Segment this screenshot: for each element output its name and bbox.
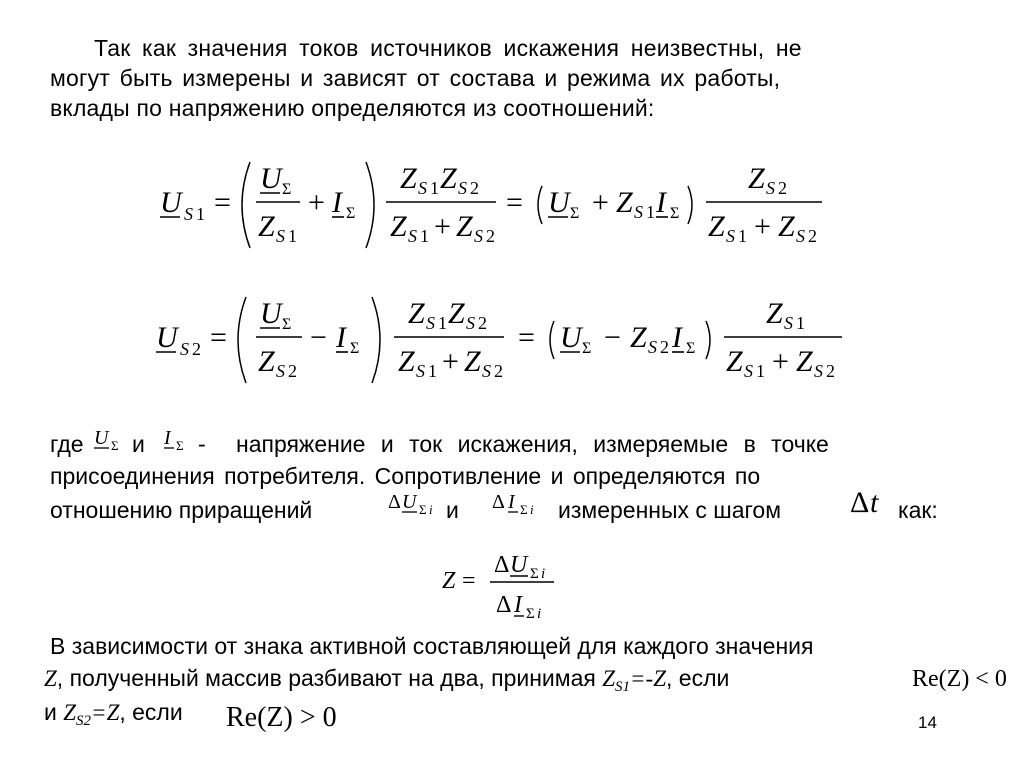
intro-line-3: вклады по напряжению определяются из соотношений: — [50, 95, 655, 121]
svg-text:Σ: Σ — [350, 340, 360, 357]
svg-text:+: + — [754, 210, 771, 243]
z-variable: Z — [44, 666, 57, 691]
delta-u-symbol — [386, 488, 446, 522]
svg-text:+: + — [308, 186, 325, 219]
explain-dash: - — [198, 431, 206, 457]
svg-text:Z: Z — [448, 297, 465, 330]
svg-text:S: S — [180, 339, 189, 359]
svg-text:S: S — [408, 226, 417, 246]
svg-text:Σ: Σ — [419, 502, 427, 517]
svg-text:Δ: Δ — [388, 491, 401, 513]
intro-line-1: Так как значения токов источников искажения неизвестны, не — [94, 35, 802, 61]
svg-text:1: 1 — [420, 226, 429, 246]
svg-text:Σ: Σ — [282, 316, 292, 333]
intro-paragraph — [50, 33, 970, 123]
svg-text:S: S — [814, 361, 823, 381]
svg-text:1: 1 — [196, 204, 205, 224]
svg-text:I: I — [656, 186, 666, 219]
svg-text:Z: Z — [778, 210, 795, 243]
conclusion-if-2: , если — [119, 699, 183, 725]
svg-text:=: = — [506, 186, 523, 219]
svg-text:Z: Z — [258, 210, 275, 243]
svg-text:Σ: Σ — [520, 502, 528, 517]
svg-text:Z: Z — [464, 345, 481, 378]
svg-text:S: S — [276, 361, 285, 381]
svg-text:Z: Z — [748, 162, 765, 195]
svg-text:Z: Z — [442, 568, 456, 594]
svg-text:U: U — [560, 321, 582, 354]
svg-text:Δ: Δ — [492, 491, 505, 513]
svg-text:S: S — [744, 361, 753, 381]
zs2-equation: =Z — [91, 700, 120, 725]
svg-text:i: i — [537, 606, 542, 622]
page-number: 14 — [918, 713, 937, 732]
svg-text:Z: Z — [726, 345, 743, 378]
zs1-subscript: S1 — [615, 679, 631, 695]
svg-text:U: U — [548, 186, 570, 219]
svg-text:Z: Z — [796, 345, 813, 378]
svg-text:Z: Z — [766, 297, 783, 330]
svg-text:U: U — [160, 186, 182, 219]
svg-text:Z: Z — [630, 321, 647, 354]
svg-text:Σ: Σ — [582, 340, 592, 357]
svg-text:Σ: Σ — [111, 438, 119, 453]
delta-i-symbol — [490, 488, 546, 522]
svg-text:I: I — [336, 321, 346, 354]
condition-re-positive: Re(Z) > 0 — [226, 702, 337, 733]
svg-text:S: S — [426, 313, 435, 333]
svg-text:S: S — [416, 361, 425, 381]
explain-and-1: и — [132, 431, 145, 457]
zs2-subscript: S2 — [76, 713, 92, 729]
zs1-equation: =-Z — [630, 666, 667, 691]
conclusion-line-1: В зависимости от знака активной составляющей для каждого значения — [50, 633, 814, 659]
svg-text:S: S — [796, 226, 805, 246]
svg-text:−: − — [310, 321, 327, 354]
conclusion-line-2-text: , полученный массив разбивают на два, принимая — [56, 665, 596, 691]
svg-text:I: I — [332, 186, 342, 219]
svg-text:Σ: Σ — [686, 340, 696, 357]
svg-text:i: i — [541, 566, 546, 582]
svg-text:i: i — [429, 502, 433, 517]
svg-text:Δ: Δ — [850, 486, 870, 519]
svg-text:1: 1 — [796, 313, 805, 333]
svg-text:Z: Z — [400, 162, 417, 195]
svg-text:Σ: Σ — [176, 438, 184, 453]
svg-text:I: I — [508, 491, 515, 513]
svg-text:I: I — [672, 321, 682, 354]
svg-text:S: S — [726, 226, 735, 246]
svg-text:S: S — [634, 202, 643, 222]
explain-line-1-rest: напряжение и ток искажения, измеряемые в точке — [236, 431, 829, 457]
explain-line-3b: измеренных с шагом — [558, 497, 782, 523]
svg-text:+: + — [442, 345, 459, 378]
conclusion-line-3 — [44, 699, 183, 730]
svg-text:Z: Z — [390, 210, 407, 243]
svg-text:U: U — [260, 297, 282, 330]
svg-text:Δ: Δ — [496, 592, 512, 618]
intro-line-2: могут быть измерены и зависят от состава и режима их работы, — [50, 65, 781, 91]
svg-text:Z: Z — [456, 210, 473, 243]
svg-text:Σ: Σ — [670, 205, 680, 222]
i-sigma-symbol — [160, 424, 196, 454]
svg-text:Z: Z — [258, 345, 275, 378]
svg-text:I: I — [514, 592, 522, 618]
svg-text:2: 2 — [478, 313, 487, 333]
svg-text:t: t — [870, 486, 879, 519]
svg-text:2: 2 — [288, 361, 297, 381]
svg-text:U: U — [260, 162, 282, 195]
svg-text:S: S — [458, 178, 467, 198]
svg-text:S: S — [482, 361, 491, 381]
svg-text:+: + — [434, 210, 451, 243]
svg-text:S: S — [184, 204, 193, 224]
svg-text:Z: Z — [398, 345, 415, 378]
zs1-variable: Z — [602, 666, 616, 691]
svg-text:Σ: Σ — [526, 606, 535, 622]
svg-text:S: S — [784, 313, 793, 333]
svg-text:Z: Z — [708, 210, 725, 243]
svg-text:=: = — [210, 321, 227, 354]
formula-us1 — [150, 150, 840, 260]
svg-text:1: 1 — [428, 361, 437, 381]
svg-text:Σ: Σ — [282, 181, 292, 198]
svg-text:Z: Z — [440, 162, 457, 195]
conclusion-if-1: , если — [666, 665, 730, 691]
svg-text:i: i — [530, 502, 534, 517]
svg-text:2: 2 — [808, 226, 817, 246]
svg-text:2: 2 — [192, 339, 201, 359]
svg-text:U: U — [94, 427, 109, 449]
u-sigma-symbol — [92, 424, 136, 454]
explain-line-2: присоединения потребителя. Сопротивление и определяются по — [50, 463, 761, 489]
svg-text:2: 2 — [486, 226, 495, 246]
svg-text:+: + — [772, 345, 789, 378]
formula-z — [440, 540, 580, 624]
delta-t-symbol — [848, 486, 888, 522]
svg-text:2: 2 — [826, 361, 835, 381]
zs2-variable: Z — [63, 700, 77, 725]
svg-text:1: 1 — [738, 226, 747, 246]
svg-text:I: I — [164, 427, 171, 449]
svg-text:1: 1 — [646, 202, 655, 222]
conclusion-line-2 — [44, 665, 729, 696]
svg-text:+: + — [592, 186, 609, 219]
svg-text:U: U — [156, 321, 178, 354]
condition-re-negative: Re(Z) < 0 — [912, 666, 1007, 692]
svg-text:2: 2 — [660, 337, 669, 357]
svg-text:U: U — [402, 491, 417, 513]
svg-text:1: 1 — [430, 178, 439, 198]
svg-text:Z: Z — [616, 186, 633, 219]
svg-text:2: 2 — [470, 178, 479, 198]
svg-text:=: = — [518, 321, 535, 354]
svg-text:Δ: Δ — [494, 552, 510, 578]
explain-gde: где — [50, 431, 84, 457]
explain-line-3a: отношению приращений — [50, 497, 313, 523]
svg-text:Σ: Σ — [530, 566, 539, 582]
svg-text:S: S — [648, 337, 657, 357]
svg-text:Z: Z — [408, 297, 425, 330]
explain-and-2: и — [446, 497, 459, 523]
svg-text:1: 1 — [438, 313, 447, 333]
svg-text:=: = — [214, 186, 231, 219]
svg-text:S: S — [474, 226, 483, 246]
explain-line-3c: как: — [898, 497, 938, 523]
svg-text:S: S — [766, 178, 775, 198]
svg-text:S: S — [466, 313, 475, 333]
svg-text:U: U — [510, 552, 528, 578]
svg-text:Σ: Σ — [346, 205, 356, 222]
svg-text:S: S — [276, 226, 285, 246]
svg-text:S: S — [418, 178, 427, 198]
svg-text:2: 2 — [494, 361, 503, 381]
svg-text:=: = — [462, 568, 476, 594]
conclusion-and: и — [44, 699, 57, 725]
svg-text:−: − — [604, 321, 621, 354]
svg-text:2: 2 — [778, 178, 787, 198]
formula-us2 — [150, 285, 850, 395]
svg-text:Σ: Σ — [570, 205, 580, 222]
svg-text:1: 1 — [756, 361, 765, 381]
svg-text:1: 1 — [288, 226, 297, 246]
